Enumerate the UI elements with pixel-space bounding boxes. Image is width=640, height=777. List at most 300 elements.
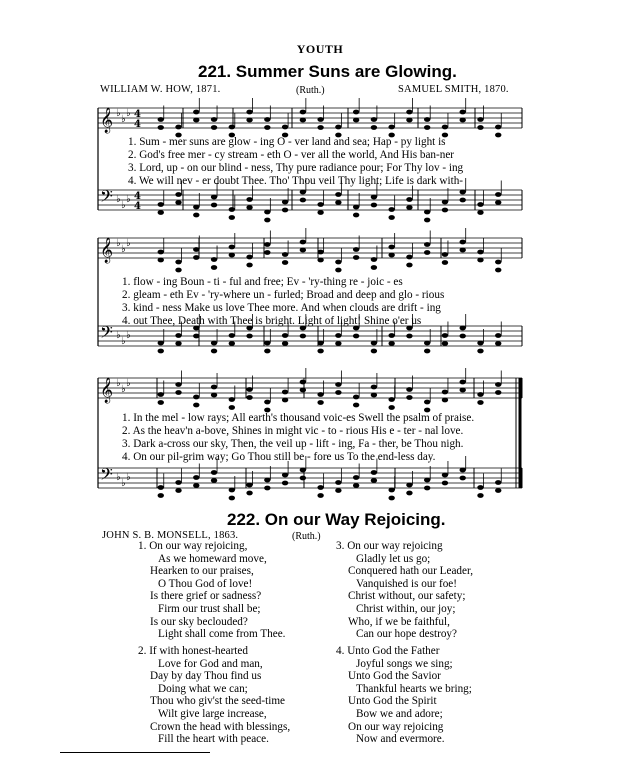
- treble-note: [175, 390, 181, 395]
- bass-note: [335, 192, 341, 197]
- verse-number: 1.: [138, 540, 147, 552]
- treble-note: [282, 252, 288, 257]
- verse-line: Christ without, our safety;: [348, 590, 466, 603]
- flat-icon: ♭: [121, 384, 126, 395]
- treble-clef-icon: 𝄞: [100, 378, 114, 403]
- treble-note: [193, 403, 199, 408]
- bass-note: [460, 334, 466, 339]
- treble-note: [282, 125, 288, 130]
- bass-note: [477, 341, 483, 346]
- bass-note: [193, 475, 199, 480]
- treble-note: [460, 388, 466, 393]
- bass-note: [229, 341, 235, 346]
- bass-note: [282, 200, 288, 205]
- treble-note: [460, 240, 466, 245]
- treble-note: [388, 405, 394, 410]
- bass-note: [158, 493, 164, 498]
- system2-verse3: 3. kind - ness Make us love Thee more. And when clouds are drift - ing: [122, 302, 441, 314]
- bass-note: [371, 203, 377, 208]
- bass-note: [300, 198, 306, 203]
- hymn-222-tune: (Ruth.): [292, 531, 321, 542]
- bass-note: [335, 341, 341, 346]
- treble-note: [335, 390, 341, 395]
- treble-note: [353, 247, 359, 252]
- hymn-221-tune: (Ruth.): [296, 85, 325, 96]
- system1-verse3: 3. Lord, up - on our blind - ness, Thy pure radiance pour; For Thy lov - ing: [128, 162, 464, 174]
- hymn-222-verse-1: [138, 540, 285, 641]
- treble-note: [282, 398, 288, 403]
- bass-note: [335, 480, 341, 485]
- treble-note: [335, 260, 341, 265]
- bass-note: [495, 200, 501, 205]
- bass-note: [388, 496, 394, 501]
- bass-note: [193, 483, 199, 488]
- bass-note: [388, 215, 394, 220]
- bass-note: [495, 488, 501, 493]
- flat-icon: ♭: [126, 378, 131, 389]
- treble-note: [317, 258, 323, 263]
- verse-line: Gladly let us go;: [356, 552, 431, 565]
- treble-note: [495, 260, 501, 265]
- bass-note: [371, 478, 377, 483]
- bass-note: [371, 341, 377, 346]
- bass-clef-icon: 𝄢: [100, 464, 113, 488]
- treble-note: [264, 250, 270, 255]
- treble-note: [460, 380, 466, 385]
- treble-note: [495, 268, 501, 273]
- verse-number: 2.: [138, 645, 147, 657]
- treble-note: [193, 247, 199, 252]
- bass-note: [388, 333, 394, 338]
- treble-note: [264, 125, 270, 130]
- bass-note: [282, 481, 288, 486]
- bass-note: [406, 483, 412, 488]
- time-signature: 4: [134, 109, 141, 120]
- verse-line: If with honest-hearted: [149, 645, 248, 657]
- bass-note: [282, 208, 288, 213]
- bass-clef-icon: 𝄢: [100, 186, 113, 210]
- bass-note: [495, 341, 501, 346]
- bass-note: [477, 493, 483, 498]
- system1-verse2: 2. God's free mer - cy stream - eth O - ver all the world, And His ban-ner: [128, 149, 455, 161]
- bass-note: [282, 333, 288, 338]
- treble-note: [246, 255, 252, 260]
- bass-note: [175, 480, 181, 485]
- treble-note: [317, 400, 323, 405]
- treble-note: [300, 388, 306, 393]
- bass-note: [264, 341, 270, 346]
- verse-line: Firm our trust shall be;: [158, 602, 261, 615]
- flat-icon: ♭: [116, 472, 121, 483]
- treble-note: [229, 405, 235, 410]
- treble-note: [317, 392, 323, 397]
- system1-verse4: 4. We will nev - er doubt Thee. Tho' Thou veil Thy light; Life is dark with-: [128, 175, 464, 187]
- bass-note: [424, 349, 430, 354]
- treble-note: [211, 265, 217, 270]
- system3-verse1: 1. In the mel - low rays; All earth's thousand voic-es Swell the psalm of praise.: [122, 412, 475, 424]
- flat-icon: ♭: [126, 108, 131, 119]
- hymn-222-author: JOHN S. B. MONSELL, 1863.: [102, 530, 239, 541]
- treble-note: [282, 390, 288, 395]
- bass-note: [246, 205, 252, 210]
- treble-note: [211, 117, 217, 122]
- treble-note: [460, 118, 466, 123]
- treble-note: [406, 263, 412, 268]
- verse-line: Unto God the Spirit: [348, 695, 437, 708]
- flat-icon: ♭: [121, 200, 126, 211]
- bass-note: [264, 218, 270, 223]
- treble-note: [406, 110, 412, 115]
- treble-note: [353, 395, 359, 400]
- verse-line: Joyful songs we sing;: [356, 657, 453, 670]
- bass-note: [460, 326, 466, 331]
- bass-note: [246, 483, 252, 488]
- treble-note: [158, 125, 164, 130]
- treble-note: [264, 242, 270, 247]
- treble-note: [211, 393, 217, 398]
- treble-note: [371, 257, 377, 262]
- treble-note: [158, 392, 164, 397]
- treble-note: [246, 263, 252, 268]
- bass-note: [442, 481, 448, 486]
- treble-note: [158, 400, 164, 405]
- bass-note: [317, 485, 323, 490]
- bass-note: [264, 486, 270, 491]
- treble-note: [388, 245, 394, 250]
- treble-note: [317, 117, 323, 122]
- verse-number: 4.: [336, 645, 345, 657]
- bass-note: [158, 485, 164, 490]
- verse-line: Bow we and adore;: [356, 707, 443, 720]
- treble-note: [317, 125, 323, 130]
- treble-note: [282, 260, 288, 265]
- treble-note: [442, 252, 448, 257]
- system3-verse4: 4. On our pil-grim way; Go Thou still be - fore us To the end-less day.: [122, 451, 436, 463]
- flat-icon: ♭: [116, 238, 121, 249]
- verse-line: Unto God the Father: [347, 645, 440, 657]
- bass-note: [495, 480, 501, 485]
- bass-note: [424, 341, 430, 346]
- bass-note: [158, 349, 164, 354]
- treble-note: [193, 110, 199, 115]
- verse-line: On our way rejoicing,: [149, 540, 248, 552]
- bass-note: [246, 491, 252, 496]
- treble-note: [175, 382, 181, 387]
- bass-note: [246, 197, 252, 202]
- verse-line: Day by day Thou find us: [150, 670, 262, 683]
- bass-note: [300, 468, 306, 473]
- bass-note: [317, 341, 323, 346]
- treble-note: [353, 403, 359, 408]
- treble-note: [353, 118, 359, 123]
- bass-note: [264, 478, 270, 483]
- bass-note: [460, 198, 466, 203]
- treble-note: [424, 242, 430, 247]
- bass-note: [229, 207, 235, 212]
- treble-note: [371, 125, 377, 130]
- bass-note: [371, 349, 377, 354]
- bass-note: [353, 483, 359, 488]
- bass-note: [211, 349, 217, 354]
- verse-line: Wilt give large increase,: [158, 707, 267, 720]
- bass-note: [211, 195, 217, 200]
- verse-line: Can our hope destroy?: [356, 628, 457, 641]
- bass-note: [424, 478, 430, 483]
- verse-line: Conquered hath our Leader,: [348, 565, 474, 578]
- treble-note: [388, 253, 394, 258]
- treble-note: [158, 250, 164, 255]
- treble-note: [442, 125, 448, 130]
- time-signature: 4: [134, 201, 141, 212]
- bass-note: [229, 488, 235, 493]
- hymn-221-composer: SAMUEL SMITH, 1870.: [398, 84, 509, 95]
- system2-verse2: 2. gleam - eth Ev - 'ry-where un - furled; Broad and deep and glo - rious: [122, 289, 445, 301]
- treble-note: [388, 397, 394, 402]
- treble-note: [442, 398, 448, 403]
- treble-clef-icon: 𝄞: [100, 108, 114, 133]
- verse-number: 3.: [336, 540, 345, 552]
- bass-note: [282, 341, 288, 346]
- system1-verse1: 1. Sum - mer suns are glow - ing O - ver land and sea; Hap - py light is: [128, 136, 446, 148]
- time-signature: 4: [134, 119, 141, 130]
- bass-note: [211, 478, 217, 483]
- treble-note: [371, 265, 377, 270]
- bass-note: [335, 200, 341, 205]
- flat-icon: ♭: [121, 114, 126, 125]
- treble-note: [477, 258, 483, 263]
- flat-icon: ♭: [126, 194, 131, 205]
- bass-note: [211, 341, 217, 346]
- treble-note: [424, 250, 430, 255]
- verse-line: Light shall come from Thee.: [158, 628, 286, 641]
- treble-note: [371, 393, 377, 398]
- verse-line: As we homeward move,: [158, 552, 267, 565]
- treble-note: [388, 125, 394, 130]
- treble-note: [406, 387, 412, 392]
- treble-note: [477, 117, 483, 122]
- treble-note: [300, 248, 306, 253]
- bass-note: [193, 213, 199, 218]
- treble-note: [229, 245, 235, 250]
- bass-note: [424, 486, 430, 491]
- treble-note: [264, 400, 270, 405]
- treble-note: [460, 110, 466, 115]
- verse-line: Is there grief or sadness?: [150, 590, 262, 603]
- bass-note: [175, 192, 181, 197]
- flat-icon: ♭: [116, 378, 121, 389]
- bass-note: [264, 210, 270, 215]
- bass-note: [406, 205, 412, 210]
- verse-line: Hearken to our praises,: [150, 565, 254, 578]
- hymn-222-verse-3: [336, 540, 473, 641]
- treble-note: [460, 248, 466, 253]
- treble-note: [193, 395, 199, 400]
- treble-note: [442, 390, 448, 395]
- treble-note: [424, 125, 430, 130]
- bass-note: [388, 207, 394, 212]
- bass-note: [264, 349, 270, 354]
- treble-note: [335, 125, 341, 130]
- verse-line: O Thou God of love!: [158, 577, 253, 590]
- verse-line: Crown the head with blessings,: [150, 720, 291, 733]
- treble-note: [175, 268, 181, 273]
- treble-note: [229, 397, 235, 402]
- bass-note: [158, 341, 164, 346]
- bass-note: [282, 473, 288, 478]
- treble-note: [353, 255, 359, 260]
- treble-note: [193, 118, 199, 123]
- bass-note: [193, 205, 199, 210]
- bass-note: [317, 210, 323, 215]
- flat-icon: ♭: [121, 244, 126, 255]
- treble-note: [300, 240, 306, 245]
- verse-line: Fill the heart with peace.: [158, 733, 269, 746]
- treble-note: [158, 258, 164, 263]
- treble-note: [371, 385, 377, 390]
- verse-line: Now and evermore.: [356, 733, 445, 746]
- flat-icon: ♭: [126, 330, 131, 341]
- treble-note: [495, 390, 501, 395]
- bass-note: [371, 470, 377, 475]
- bass-note: [229, 333, 235, 338]
- bass-note: [353, 475, 359, 480]
- verse-line: Thou who giv'st the seed-time: [150, 695, 285, 708]
- treble-note: [158, 117, 164, 122]
- bass-note: [460, 468, 466, 473]
- bass-note: [388, 488, 394, 493]
- bass-note: [406, 197, 412, 202]
- treble-note: [193, 255, 199, 260]
- treble-note: [424, 400, 430, 405]
- bass-note: [353, 334, 359, 339]
- treble-note: [495, 125, 501, 130]
- bass-note: [495, 333, 501, 338]
- bass-note: [442, 341, 448, 346]
- treble-note: [335, 268, 341, 273]
- treble-note: [229, 125, 235, 130]
- treble-note: [246, 118, 252, 123]
- treble-note: [477, 250, 483, 255]
- section-heading: YOUTH: [296, 42, 344, 56]
- bass-note: [371, 195, 377, 200]
- bass-note: [424, 218, 430, 223]
- bass-note: [495, 192, 501, 197]
- treble-note: [406, 395, 412, 400]
- bass-note: [477, 210, 483, 215]
- bass-note: [424, 210, 430, 215]
- bass-note: [246, 334, 252, 339]
- flat-icon: ♭: [121, 478, 126, 489]
- treble-note: [300, 380, 306, 385]
- verse-line: Love for God and man,: [158, 657, 263, 670]
- bass-clef-icon: 𝄢: [100, 322, 113, 346]
- treble-note: [175, 260, 181, 265]
- bass-note: [406, 491, 412, 496]
- system2-verse1: 1. flow - ing Boun - ti - ful and free; Ev - 'ry-thing re - joic - es: [122, 276, 403, 288]
- bass-note: [406, 334, 412, 339]
- treble-note: [246, 387, 252, 392]
- treble-note: [211, 125, 217, 130]
- treble-note: [335, 382, 341, 387]
- treble-note: [211, 385, 217, 390]
- treble-note: [477, 125, 483, 130]
- bass-note: [477, 485, 483, 490]
- bass-note: [193, 334, 199, 339]
- treble-note: [300, 118, 306, 123]
- bass-note: [229, 496, 235, 501]
- verse-line: Doing what we can;: [158, 682, 248, 695]
- treble-note: [229, 253, 235, 258]
- system3-verse3: 3. Dark a-cross our sky, Then, the veil up - lift - ing, Fa - ther, be Thou nigh.: [122, 438, 464, 450]
- bass-note: [477, 349, 483, 354]
- treble-note: [442, 260, 448, 265]
- verse-line: Vanquished is our foe!: [356, 577, 457, 590]
- bass-note: [353, 213, 359, 218]
- treble-note: [495, 382, 501, 387]
- treble-note: [406, 255, 412, 260]
- hymn-222-verse-4: [336, 645, 472, 746]
- bass-note: [442, 200, 448, 205]
- treble-note: [477, 392, 483, 397]
- system3-verse2: 2. As the heav'n a-bove, Shines in might vic - to - rious His e - ter - nal love.: [122, 425, 464, 437]
- bass-note: [442, 208, 448, 213]
- treble-note: [246, 395, 252, 400]
- bass-note: [175, 200, 181, 205]
- verse-line: Who, if we be faithful,: [348, 615, 450, 628]
- hymn-221-author: WILLIAM W. HOW, 1871.: [100, 84, 221, 95]
- verse-line: Unto God the Savior: [348, 670, 441, 683]
- flat-icon: ♭: [126, 238, 131, 249]
- bass-note: [211, 203, 217, 208]
- bass-note: [353, 205, 359, 210]
- hymn-221-title: 221. Summer Suns are Glowing.: [198, 62, 457, 81]
- time-signature: 4: [134, 191, 141, 202]
- treble-note: [406, 118, 412, 123]
- hymn-222-title: 222. On our Way Rejoicing.: [227, 510, 446, 529]
- bass-note: [317, 349, 323, 354]
- bass-note: [317, 493, 323, 498]
- bass-note: [158, 202, 164, 207]
- flat-icon: ♭: [121, 336, 126, 347]
- verse-line: On our way rejoicing: [347, 540, 443, 552]
- treble-note: [495, 133, 501, 138]
- bass-note: [300, 476, 306, 481]
- bass-note: [477, 202, 483, 207]
- footer-rule: [60, 752, 210, 753]
- flat-icon: ♭: [116, 194, 121, 205]
- bass-note: [175, 333, 181, 338]
- bass-note: [460, 476, 466, 481]
- bass-note: [460, 190, 466, 195]
- treble-note: [264, 117, 270, 122]
- bass-note: [175, 341, 181, 346]
- bass-note: [211, 470, 217, 475]
- verse-line: On our way rejoicing: [348, 720, 444, 733]
- flat-icon: ♭: [126, 472, 131, 483]
- bass-note: [175, 488, 181, 493]
- bass-note: [158, 210, 164, 215]
- treble-note: [477, 400, 483, 405]
- flat-icon: ♭: [116, 330, 121, 341]
- bass-note: [388, 341, 394, 346]
- treble-clef-icon: 𝄞: [100, 238, 114, 263]
- treble-note: [175, 125, 181, 130]
- treble-note: [317, 250, 323, 255]
- treble-note: [353, 110, 359, 115]
- bass-note: [300, 190, 306, 195]
- hymn-222-verse-2: [138, 645, 290, 746]
- verse-line: Thankful hearts we bring;: [356, 682, 472, 695]
